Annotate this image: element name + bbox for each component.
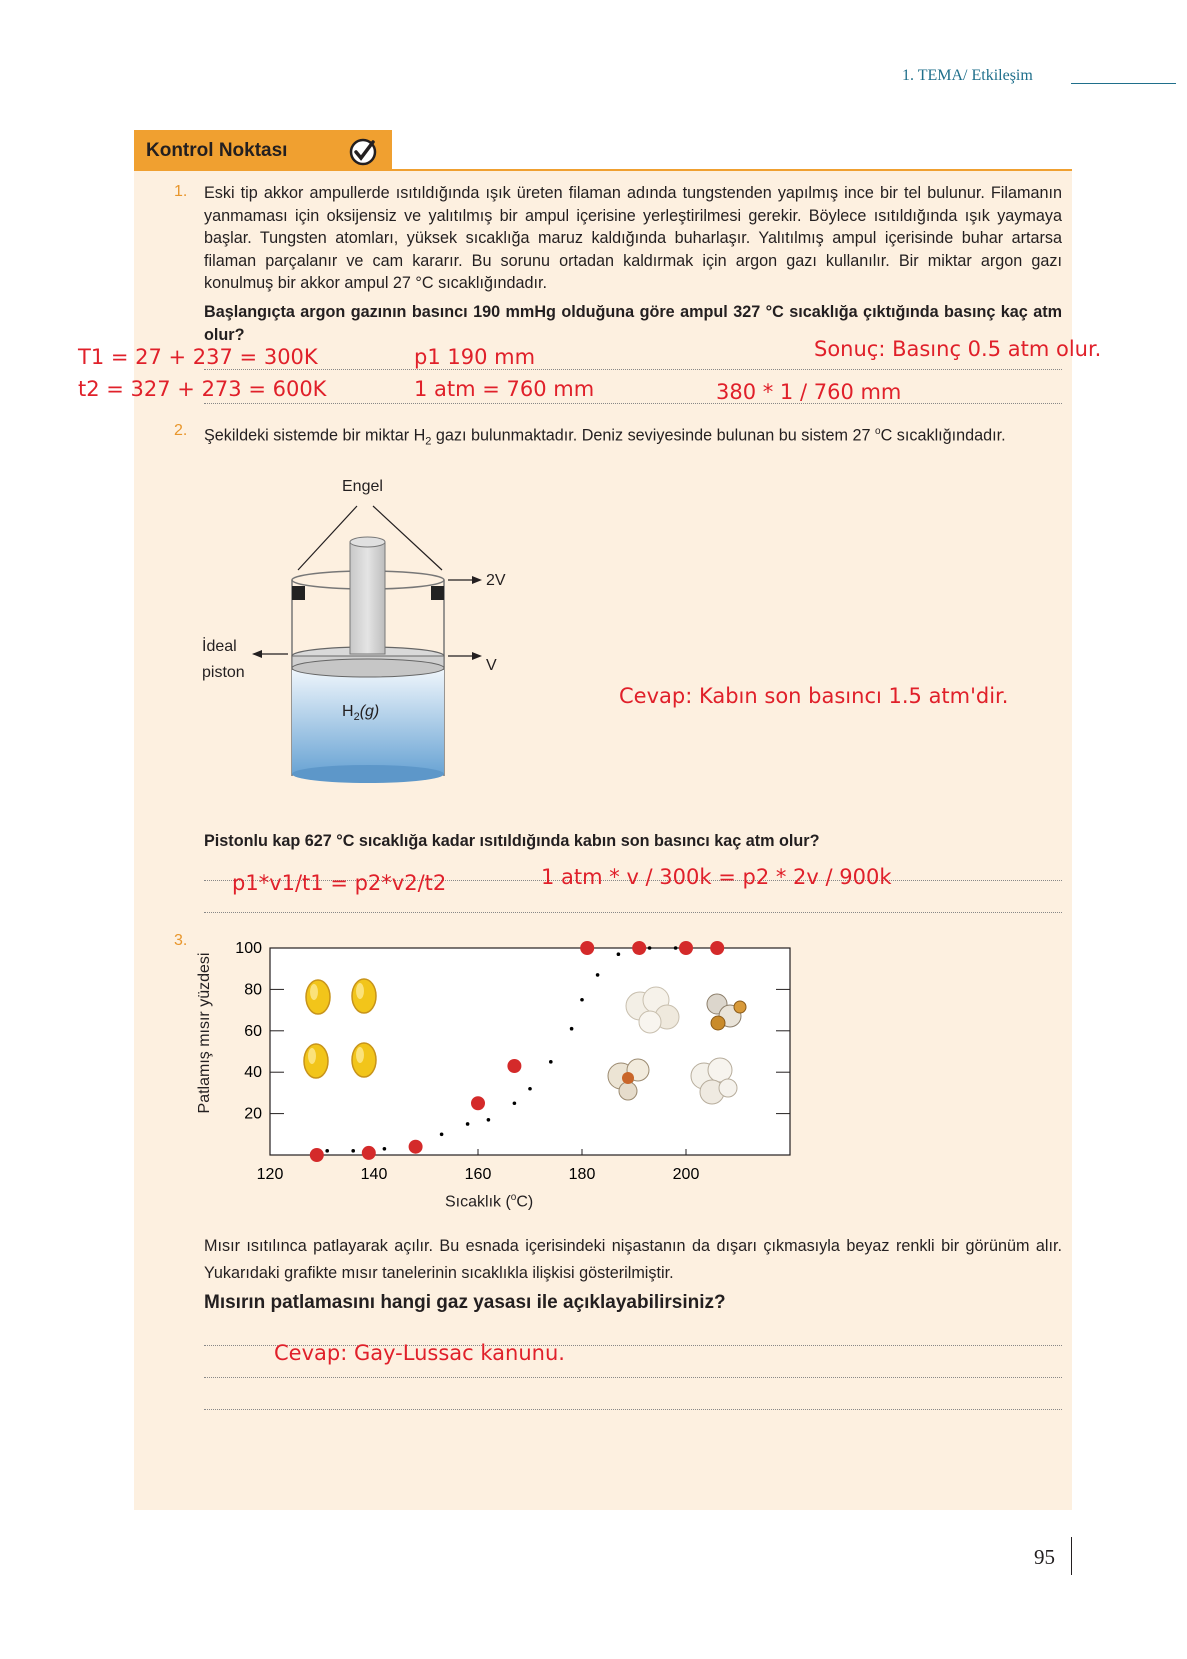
stopper-left [292, 586, 305, 600]
label-v: V [486, 657, 497, 674]
corn-kernel-icon [352, 979, 376, 1013]
page-number-rule [1071, 1537, 1072, 1575]
red-data-point [710, 941, 724, 955]
x-tick-label: 160 [464, 1166, 492, 1183]
black-data-dot [513, 1101, 517, 1105]
q1-note-atm: 1 atm = 760 mm [414, 377, 595, 401]
red-data-point [409, 1140, 423, 1154]
q3-answer-line-3 [204, 1409, 1062, 1410]
q2-text: Şekildeki sistemde bir miktar $H_2$ gazı bulunmaktadır. Deniz seviyesinde bulunan bu sistem 27 $^o$C sıcaklığındadır. [204, 426, 1006, 448]
black-data-dot [466, 1122, 470, 1126]
y-tick-label: 80 [244, 981, 262, 999]
q1-note-result: Sonuç: Basınç 0.5 atm olur. [814, 337, 1102, 361]
black-data-dot [549, 1060, 553, 1064]
header-rule [1071, 83, 1176, 84]
q2-answer: Cevap: Kabın son basıncı 1.5 atm'dir. [619, 684, 1009, 708]
corn-kernel-icon [304, 1044, 328, 1078]
red-data-point [679, 941, 693, 955]
q3-number: 3. [174, 932, 188, 949]
q1-number: 1. [174, 183, 188, 200]
q1-answer-line-1 [204, 369, 1062, 370]
black-data-dot [528, 1087, 532, 1091]
label-engel: Engel [342, 478, 383, 495]
q2-note-calc: 1 atm * v / 300k = p2 * 2v / 900k [541, 865, 892, 889]
red-data-point [507, 1059, 521, 1073]
q2-question: Pistonlu kap 627 °C sıcaklığa kadar ısıtıldığında kabın son basıncı kaç atm olur? [204, 832, 820, 850]
q3-question: Mısırın patlamasını hangi gaz yasası ile açıklayabilirsiniz? [204, 1292, 726, 1313]
q2-note-formula: p1*v1/t1 = p2*v2/t2 [232, 871, 447, 895]
red-data-point [580, 941, 594, 955]
red-data-point [362, 1146, 376, 1160]
plot-area [270, 948, 790, 1155]
black-data-dot [570, 1027, 574, 1031]
piston-rod [350, 542, 385, 654]
label-2v: 2V [486, 572, 506, 589]
chart-ylabel-wrap [194, 930, 216, 1140]
black-data-dot [383, 1147, 387, 1151]
y-tick-label: 60 [244, 1022, 262, 1040]
q1-note-calc: 380 * 1 / 760 mm [716, 380, 902, 404]
q1-note-t1: T1 = 27 + 237 = 300K [78, 345, 318, 369]
black-data-dot [487, 1118, 491, 1122]
label-piston-2: piston [202, 664, 245, 681]
label-gas: $H_2(g)$ [342, 703, 380, 724]
q2-number: 2. [174, 422, 188, 439]
q3-answer-line-2 [204, 1377, 1062, 1378]
corn-kernel-icon [352, 1043, 376, 1077]
y-tick-label: 40 [244, 1064, 262, 1082]
red-data-point [310, 1148, 324, 1162]
arrow-v [472, 652, 482, 660]
control-box-title: Kontrol Noktası [146, 140, 288, 161]
arrow-2v [472, 576, 482, 584]
popcorn-chart [230, 930, 810, 1190]
q1-answer-line-2 [204, 403, 1062, 404]
header-title: 1. TEMA/ Etkileşim [902, 67, 1033, 84]
black-data-dot [617, 952, 621, 956]
q1-question: Başlangıçta argon gazının basıncı 190 mmHg olduğuna göre ampul 327 °C sıcaklığa çıktığında basınç kaç atm olur? [204, 303, 1062, 344]
q3-text: Mısır ısıtılınca patlayarak açılır. Bu esnada içerisindeki nişastanın da dışarı çıkmasıyla beyaz renkli bir görünüm alır. Yukarıdaki grafikte mısır tanelerinin sıcaklıkla ilişkisi gösterilmiştir. [204, 1237, 1062, 1282]
q3-answer: Cevap: Gay-Lussac kanunu. [274, 1341, 565, 1365]
black-data-dot [351, 1149, 355, 1153]
y-tick-label: 20 [244, 1105, 262, 1123]
x-tick-label: 180 [568, 1166, 596, 1183]
chart-ylabel: Patlamış mısır yüzdesi [196, 952, 213, 1114]
box-top-rule [134, 169, 1072, 171]
x-tick-label: 120 [256, 1166, 284, 1183]
piston-figure [190, 470, 530, 790]
black-data-dot [648, 946, 652, 950]
page-number: 95 [1034, 1545, 1055, 1569]
black-data-dot [674, 946, 678, 950]
label-piston-1: İdeal [202, 638, 237, 655]
chart-xlabel: Sıcaklık ($^o$C) [445, 1192, 534, 1211]
x-tick-label: 200 [672, 1166, 700, 1183]
q1-note-t2: t2 = 327 + 273 = 600K [78, 377, 327, 401]
red-data-point [632, 941, 646, 955]
y-tick-label: 100 [235, 940, 262, 957]
checkmark-icon [348, 137, 378, 167]
red-data-point [471, 1096, 485, 1110]
black-data-dot [325, 1149, 329, 1153]
q1-text: Eski tip akkor ampullerde ısıtıldığında ışık üreten filaman adında tungstenden yapılmış ince bir tel bulunur. Filamanın yanmaması için oksijensiz ve yalıtılmış bir ampul içerisine yerleştirilmesi gerekir. Böylece ısıtıldığında ışık yaymaya başlar. Tungsten atomları, yüksek sıcaklığa maruz kaldığında buharlaşır. Yalıtılmış ampul içerisinde buhar artarsa filaman parçalanır ve cam kararır. Bu sorunu ortadan kaldırmak için argon gazı kullanılır. Bir miktar argon gazı konulmuş bir akkor ampul 27 °C sıcaklığındadır. [204, 184, 1062, 292]
x-tick-label: 140 [360, 1166, 388, 1183]
stopper-right [431, 586, 444, 600]
corn-kernel-icon [306, 980, 330, 1014]
arrow-piston [252, 650, 262, 658]
black-data-dot [440, 1133, 444, 1137]
black-data-dot [596, 973, 600, 977]
q1-note-p1: p1 190 mm [414, 345, 536, 369]
q2-answer-line-2 [204, 912, 1062, 913]
engel-pointer-left [298, 506, 357, 570]
black-data-dot [580, 998, 584, 1002]
